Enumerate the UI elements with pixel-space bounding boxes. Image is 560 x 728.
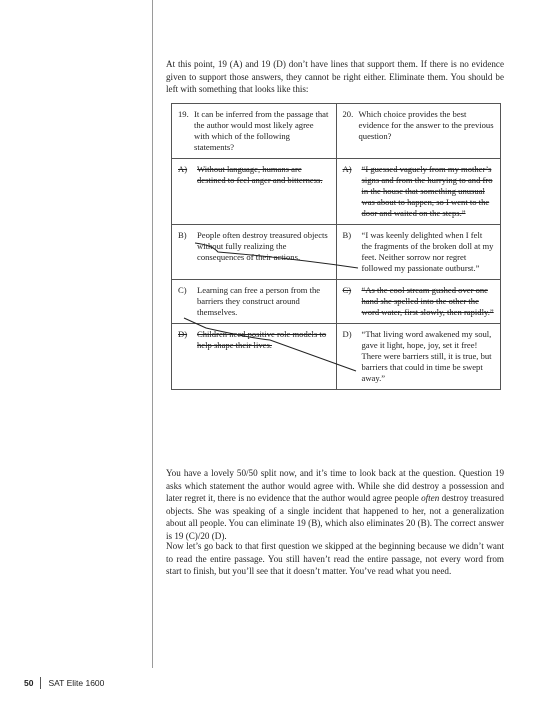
footer-divider <box>40 677 41 689</box>
q20-choice-a-label: A) <box>342 164 352 174</box>
question-20-cell <box>336 104 501 159</box>
explanation-paragraph <box>166 467 504 543</box>
q20-choice-d-label: D) <box>342 329 352 339</box>
closing-paragraph: Now let’s go back to that first question we skipped at the beginning because we didn’t want to read the entire passage. You still haven’t read the entire passage, not every word from start to finish, but you’ll see that it doesn’t matter. You’ve read what you need. <box>166 541 504 577</box>
intro-paragraph: At this point, 19 (A) and 19 (D) don’t have lines that support them. If there is no evidence given to support those answers, they cannot be right either. Eliminate them. You should be left with something that looks like this: <box>166 59 504 95</box>
q20-choice-a-cell <box>336 159 501 225</box>
q20-choice-d-cell <box>336 324 501 390</box>
explanation-emphasis: often <box>421 493 440 504</box>
answer-row-c <box>172 280 501 324</box>
q19-choice-d-cell <box>172 324 337 390</box>
q20-choice-c-label: C) <box>342 285 352 295</box>
answer-row-b <box>172 225 501 280</box>
question-table <box>171 103 501 390</box>
q20-choice-c-cell <box>336 280 501 324</box>
q19-choice-d-text: Children need positive role models to help shape their lives. <box>197 329 327 350</box>
margin-rule <box>152 0 153 668</box>
q19-choice-c-cell <box>172 280 337 324</box>
q19-choice-b-label: B) <box>178 230 187 240</box>
question-20-text: Which choice provides the best evidence for the answer to the previous question? <box>358 109 494 141</box>
q19-choice-a-text: Without language, humans are destined to feel anger and bitterness. <box>197 164 323 185</box>
question-header-row <box>172 104 501 159</box>
q19-choice-c-text: Learning can free a person from the barriers they construct around themselves. <box>197 285 321 317</box>
page-number: 50 <box>24 678 34 688</box>
question-19-number: 19. <box>178 109 189 119</box>
q19-choice-d-label: D) <box>178 329 188 339</box>
q19-choice-b-cell <box>172 225 337 280</box>
q19-choice-a-label: A) <box>178 164 188 174</box>
explanation-text-1: You have a lovely 50/50 split now, and it’s time to look back at the question. Question 19 asks which statement the author would agree with. While she did destroy a possession and later regret it, there is no evidence that the author would agree people <box>166 468 504 504</box>
question-19-cell <box>172 104 337 159</box>
q20-choice-d-text: “That living word awakened my soul, gave it light, hope, joy, set it free! There were barriers still, it is true, but barriers that could in time be swept away.” <box>361 329 492 383</box>
q19-choice-c-label: C) <box>178 285 187 295</box>
q20-choice-c-text: “As the cool stream gushed over one hand she spelled into the other the word water, first slowly, then rapidly.” <box>361 285 494 317</box>
answer-row-a <box>172 159 501 225</box>
q19-choice-a-cell <box>172 159 337 225</box>
q20-choice-b-cell <box>336 225 501 280</box>
q20-choice-b-text: “I was keenly delighted when I felt the fragments of the broken doll at my feet. Neither sorrow nor regret followed my passionate outburst.” <box>361 230 494 273</box>
question-20-number: 20. <box>342 109 354 119</box>
q20-choice-b-label: B) <box>342 230 352 240</box>
explanation-text-2: destroy treasured objects. She was speaking of a single incident that happened to her, not a generalization about all people. You can eliminate 19 (B), which also eliminates 20 (B). The correct answer is 19 (C)/20 (D). <box>166 493 504 541</box>
book-title: SAT Elite 1600 <box>48 678 105 688</box>
answer-row-d <box>172 324 501 390</box>
q19-choice-b-text: People often destroy treasured objects without fully realizing the consequences of their actions. <box>197 230 328 262</box>
page-footer <box>24 677 104 689</box>
question-19-text: It can be inferred from the passage that the author would most likely agree with which of the following statements? <box>194 109 329 152</box>
q20-choice-a-text: “I guessed vaguely from my mother’s signs and from the hurrying to and fro in the house that something unusual was about to happen, so I went to the door and waited on the steps.” <box>361 164 493 218</box>
